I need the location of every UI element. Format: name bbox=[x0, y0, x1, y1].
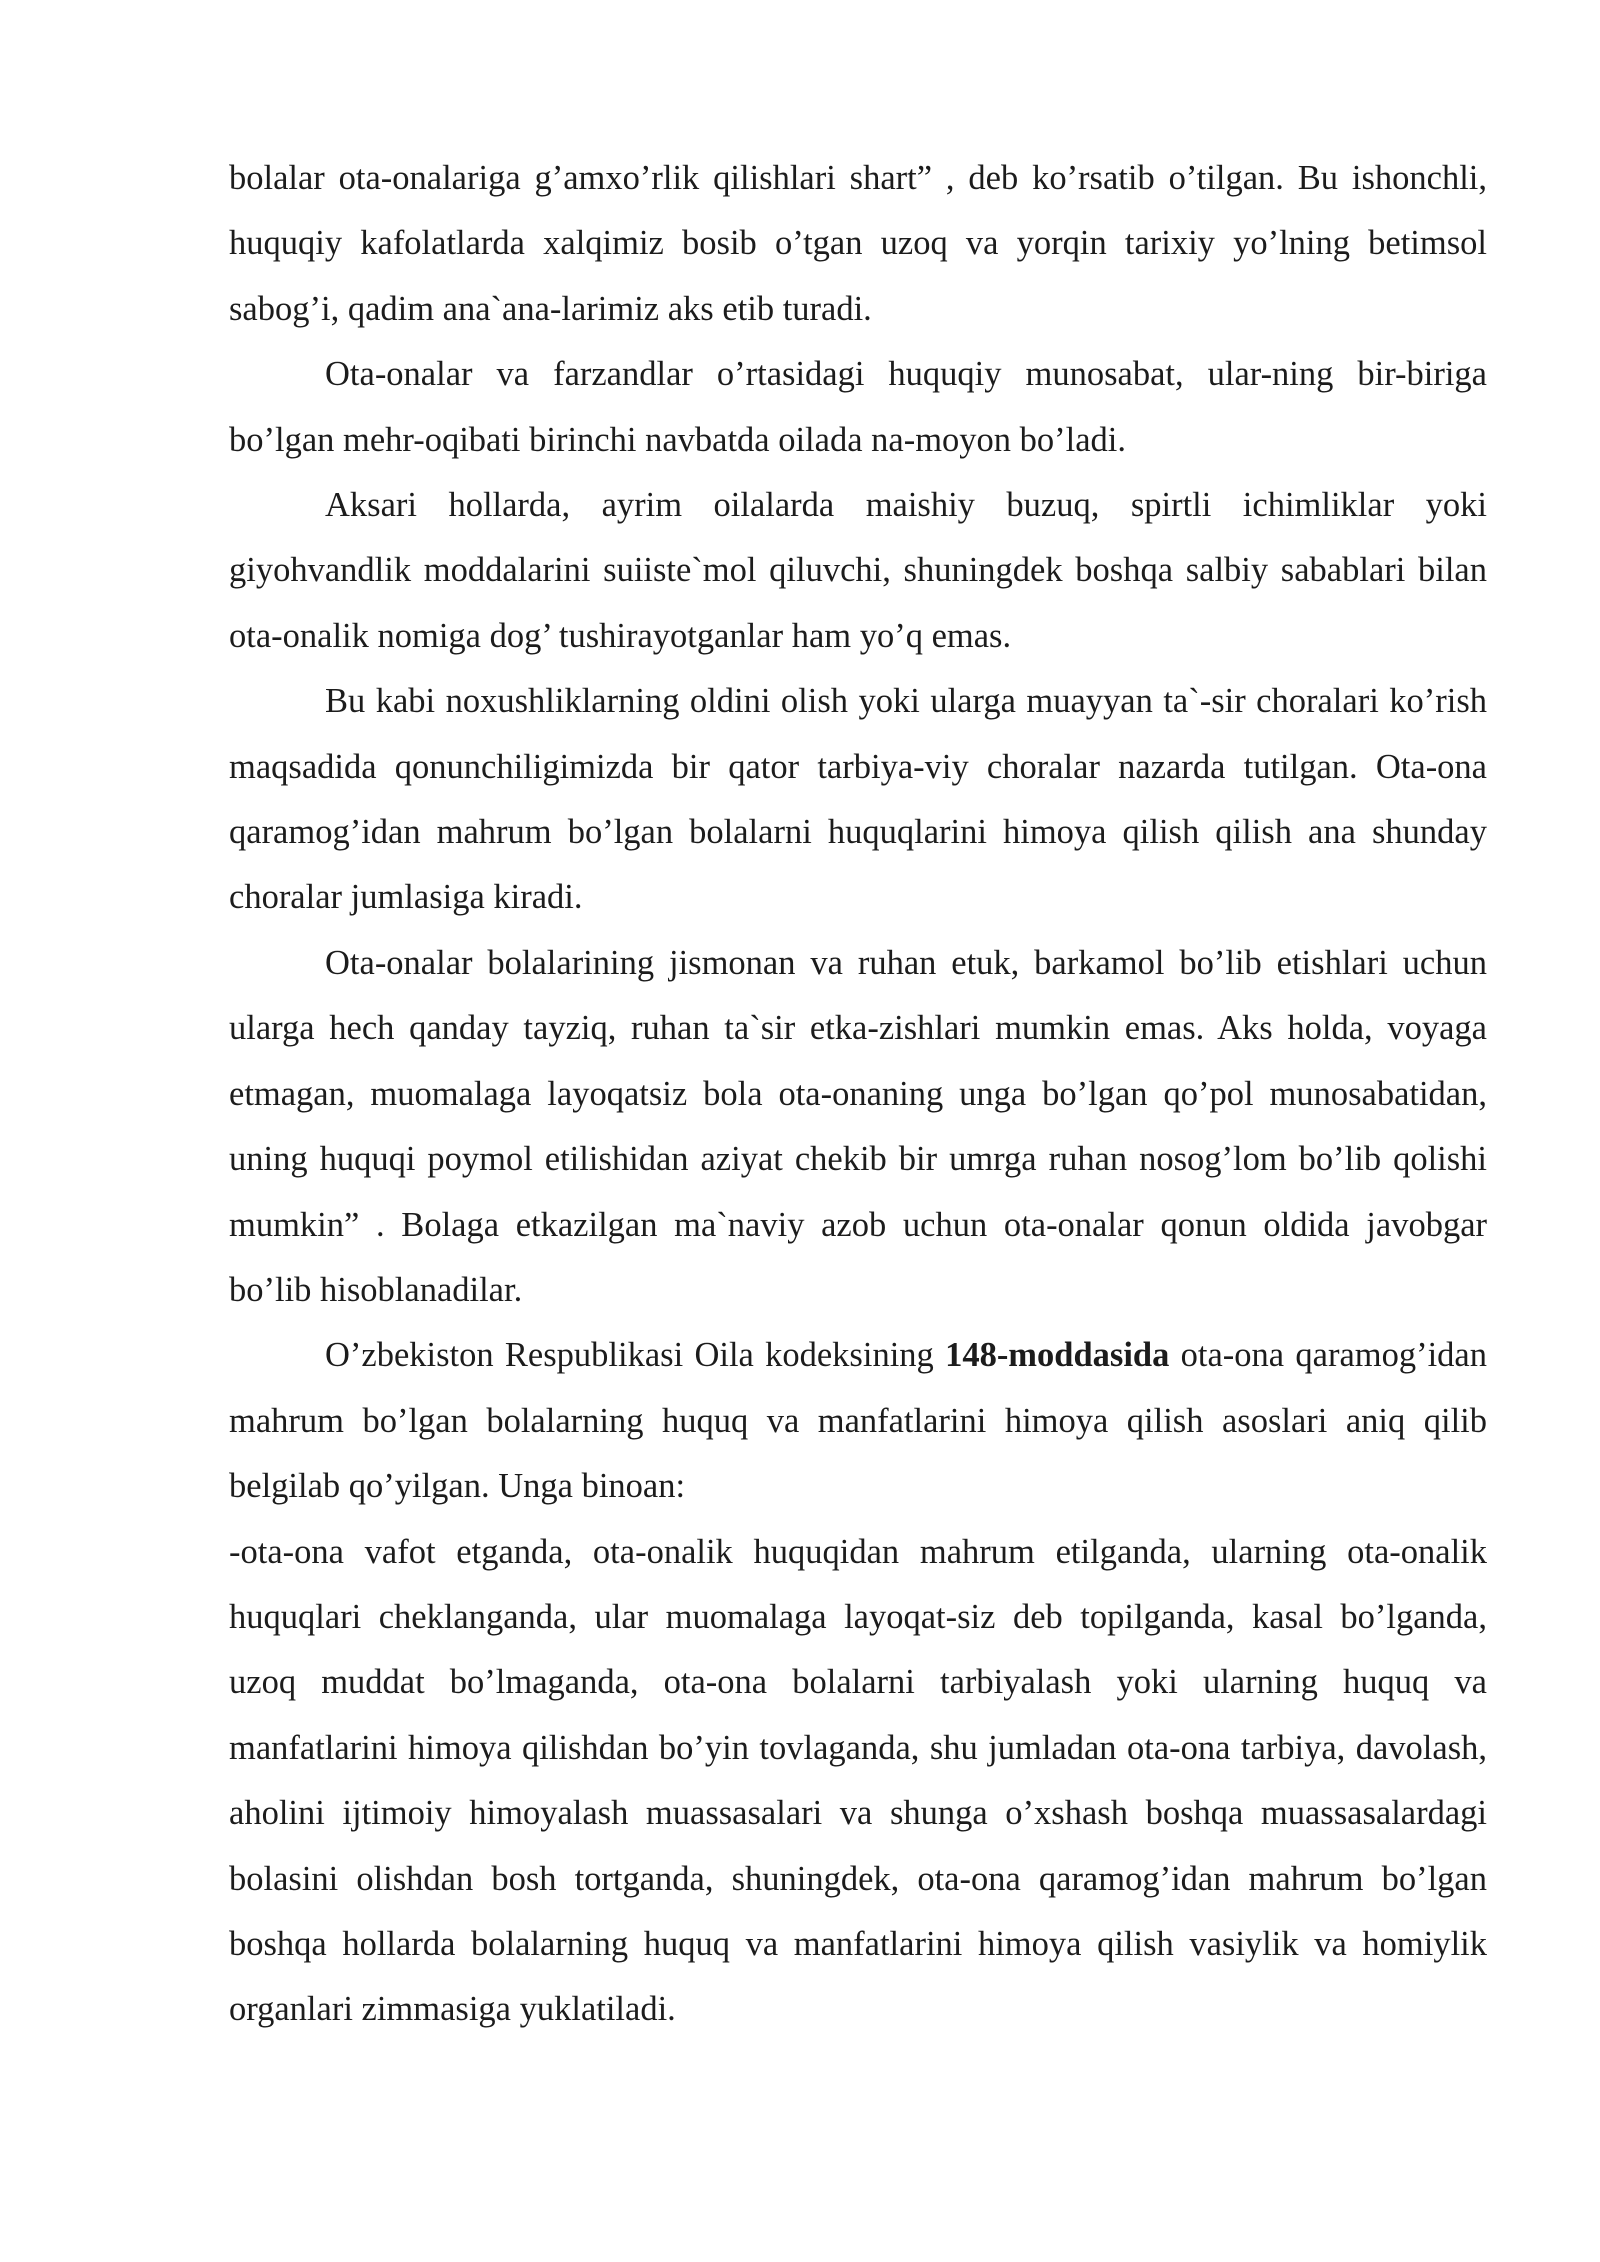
document-page bbox=[229, 146, 1487, 2043]
paragraph-family-code-article bbox=[229, 1323, 1487, 1519]
paragraph-guardianship-cases: -ota-ona vafot etganda, ota-onalik huquqidan mahrum etilganda, ularning ota-onalik huquqlari cheklanganda, ular muomalaga layoqat-siz deb topilganda, kasal bo’lganda, uzoq muddat bo’lmaganda, ota-ona bolalarni tarbiyalash yoki ularning huquq va manfatlarini himoya qilishdan bo’yin tovlaganda, shu jumladan ota-ona tarbiya, davolash, aholini ijtimoiy himoyalash muassasalari va shunga o’xshash boshqa muassasalardagi bolasini olishdan bosh tortganda, shuningdek, ota-ona qaramog’idan mahrum bo’lgan boshqa hollarda bolalarning huquq va manfatlarini himoya qilish vasiylik va homiylik organlari zimmasiga yuklatiladi. bbox=[229, 1532, 1487, 2029]
paragraph-negative-cases: Aksari hollarda, ayrim oilalarda maishiy buzuq, spirtli ichimliklar yoki giyohvandlik moddalarini suiiste`mol qiluvchi, shuningdek boshqa salbiy sabablari bilan ota-onalik nomiga dog’ tushirayotganlar ham yo’q emas. bbox=[229, 486, 1487, 655]
article-continuation-text: ota-ona qaramog’idan mahrum bo’lgan bolalarning huquq va manfatlarini himoya qilish asoslari aniq qilib belgilab qo’yilgan. Unga binoan: bbox=[229, 1336, 1487, 1506]
paragraph-parental-responsibility: Ota-onalar bolalarining jismonan va ruhan etuk, barkamol bo’lib etishlari uchun ularga hech qanday tayziq, ruhan ta`sir etka-zishlari mumkin emas. Aks holda, voyaga etmagan, muomalaga layoqatsiz bola ota-onaning unga bo’lgan qo’pol munosabatidan, uning huquqi poymol etilishidan aziyat chekib bir umrga ruhan nosog’lom bo’lib qolishi mumkin” . Bolaga etkazilgan ma`naviy azob uchun ota-onalar qonun oldida javobgar bo’lib hisoblanadilar. bbox=[229, 943, 1487, 1309]
paragraph-continuation: bolalar ota-onalariga g’amxo’rlik qilishlari shart” , deb ko’rsatib o’tilgan. Bu ishonchli, huquqiy kafolatlarda xalqimiz bosib o’tgan uzoq va yorqin tarixiy yo’lning betimsol sabog’i, qadim ana`ana-larimiz aks etib turadi. bbox=[229, 159, 1487, 328]
paragraph-parent-child-relations: Ota-onalar va farzandlar o’rtasidagi huquqiy munosabat, ular-ning bir-biriga bo’lgan mehr-oqibati birinchi navbatda oilada na-moyon bo’ladi. bbox=[229, 355, 1487, 459]
article-intro-text: O’zbekiston Respublikasi Oila kodeksining bbox=[325, 1336, 946, 1375]
article-reference: 148-moddasida bbox=[945, 1336, 1170, 1375]
paragraph-educational-measures: Bu kabi noxushliklarning oldini olish yoki ularga muayyan ta`-sir choralari ko’rish maqsadida qonunchiligimizda bir qator tarbiya-viy choralar nazarda tutilgan. Ota-ona qaramog’idan mahrum bo’lgan bolalarni huquqlarini himoya qilish qilish ana shunday choralar jumlasiga kiradi. bbox=[229, 682, 1487, 917]
